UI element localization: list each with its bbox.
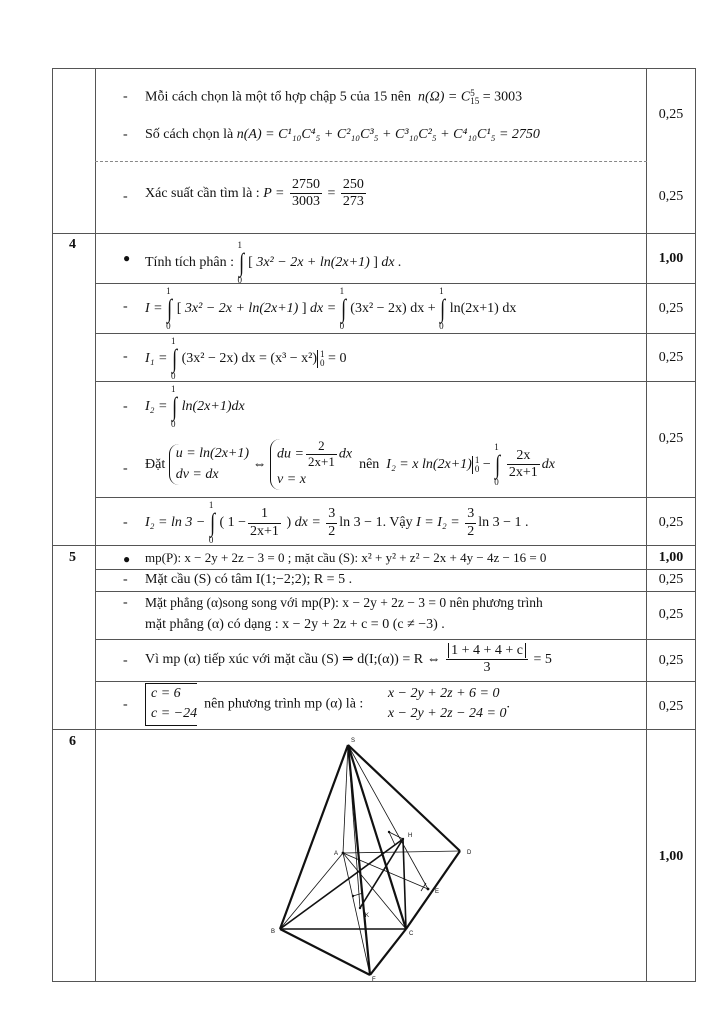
score-cell: 0,25 [658,189,684,204]
vertex-label: D [467,850,472,856]
integral-i1: I₁ = 1 ∫ 0 (3x² − 2x) dx = (x³ − x²) 1 0 = 0 [145,336,347,381]
dash-marker: - [123,572,128,587]
score-cell: 0,25 [658,653,684,668]
question-number: 4 [69,237,76,252]
row-divider [95,639,695,640]
plane-sphere-line: mp(P): x − 2y + 2z − 3 = 0 ; mặt cầu (S): x² + y² + z² − 2x + 4y − 4z − 16 = 0 [145,550,547,565]
dash-marker: - [123,461,128,476]
row-divider [95,161,647,162]
dash-marker: - [123,515,128,530]
dash-marker: - [123,653,128,668]
score-cell: 0,25 [658,301,684,316]
score-cell: 0,25 [658,607,684,622]
vertex-label: B [271,929,276,935]
bullet-icon: ● [123,552,131,566]
row-divider [95,569,695,570]
row-divider [95,333,695,334]
row-divider [53,729,695,730]
score-cell: 0,25 [658,350,684,365]
row-divider [95,497,695,498]
score-cell: 0,25 [658,699,684,714]
row-divider [95,591,695,592]
vertex-label: H [408,833,413,839]
dash-marker: - [123,349,128,364]
dash-marker: - [123,89,128,104]
vertex-label: S [351,738,356,744]
score-cell: 1,00 [658,849,684,864]
vertex-label: C [409,931,414,937]
integral-i2: I₂ = 1 ∫ 0 ln(2x+1)dx [145,384,245,429]
integral-task: Tính tích phân : 1 ∫ 0 [ 3x² − 2x + ln(2x+1) ] dx . [145,240,402,285]
dash-marker: - [123,399,128,414]
substitution-line: Đặt u = ln(2x+1) dv = dx ⇔ du = $\frac{2}{2x+1}$ dx v = x nên I₂ = x ln(2x+1) 1 0 − 1 ∫ 0 $\frac{2x}{2x+1}$ dx [145,439,555,490]
pyramid-figure [263,733,523,981]
score-cell: 0,25 [658,572,684,587]
integral-result: I₂ = ln 3 − 1 ∫ 0 ( 1 − $\frac{1}{2x+1}$ ) dx = $\frac{3}{2}$ ln 3 − 1. Vậy I = I₂ = $\frac{3}{2}$ ln 3 − 1 . [145,500,529,545]
parallel-plane-line2: mặt phẳng (α) có dạng : x − 2y + 2z + c = 0 (c ≠ −3) . [145,617,445,632]
vertex-label: F [372,977,376,981]
bullet-icon: ● [123,251,131,265]
dash-marker: - [123,189,128,204]
answer-table [52,68,696,982]
score-cell: 0,25 [658,431,684,446]
count-line: Số cách chọn là n(A) = C¹₁₀C⁴₅ + C²₁₀C³₅ + C³₁₀C²₅ + C⁴₁₀C¹₅ = 2750 [145,127,540,142]
dash-marker: - [123,595,128,610]
score-cell: 1,00 [658,251,684,266]
row-divider [53,545,695,546]
row-divider [95,681,695,682]
dash-marker: - [123,127,128,142]
score-cell: 0,25 [658,515,684,530]
combination-line: Mỗi cách chọn là một tổ hợp chập 5 của 15 nên n(Ω) = C 5 15 = 3003 [145,88,523,107]
row-divider [53,233,695,234]
sphere-center-line: Mặt cầu (S) có tâm I(1;−2;2); R = 5 . [145,572,353,587]
parallel-plane-line1: Mặt phẳng (α)song song với mp(P): x − 2y + 2z − 3 = 0 nên phương trình [145,595,543,610]
vertex-label: K [365,913,370,919]
plane-solution: c = 6 c = −24 nên phương trình mp (α) là : x − 2y + 2z + 6 = 0 x − 2y + 2z − 24 = 0 . [145,683,510,726]
column-divider [95,69,96,981]
dash-marker: - [123,299,128,314]
row-divider [95,381,695,382]
question-number: 6 [69,734,76,749]
integral-split: I = 1 ∫ 0 [ 3x² − 2x + ln(2x+1) ] dx = 1 ∫ 0 (3x² − 2x) dx + 1 ∫ 0 ln(2x+1) dx [145,286,517,331]
vertex-label: E [435,889,440,895]
dash-marker: - [123,697,128,712]
score-cell: 1,00 [658,550,684,565]
probability-line: Xác suất cần tìm là : P = $\frac{2750}{3003}$ = $\frac{250}{273}$ [145,177,364,210]
tangent-line: Vì mp (α) tiếp xúc với mặt cầu (S) ⇒ d(I;(α)) = R ⇔ $\frac{1 + 4 + 4 + c}{3}$ = 5 [145,643,552,676]
score-cell: 0,25 [658,107,684,122]
vertex-label: A [334,851,339,857]
question-number: 5 [69,550,76,565]
